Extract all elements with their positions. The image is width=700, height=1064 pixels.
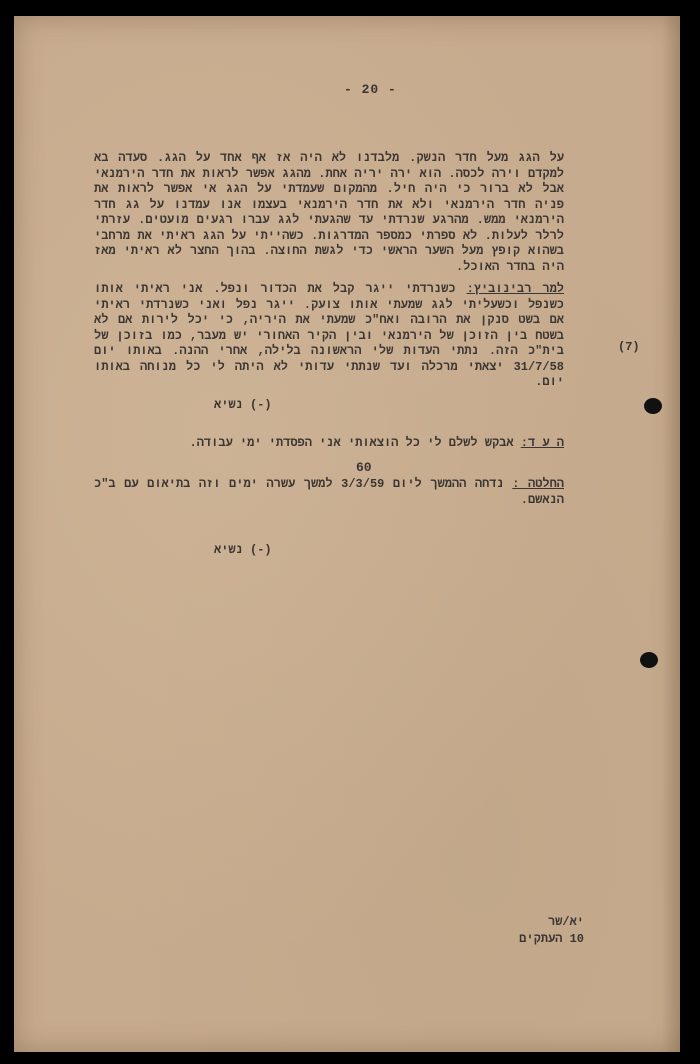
witness-request (144, 436, 564, 450)
footer-initials: יא/שר (547, 915, 584, 929)
footer-block (514, 914, 584, 948)
document-page (14, 16, 680, 1052)
page-edge-shadow (662, 16, 680, 1052)
witness-label: ה ע ד: (520, 436, 564, 450)
decision-paragraph (94, 476, 564, 508)
testimony-paragraph-1: על הגג מעל חדר הנשק. מלבדנו לא היה אז אף אחד על הגג. סעדה בא למקדם וירה לכסה. הוא ירה יריה אחת. מהגג אפשר לראות את חדר הירמנאי אבל לא ברור כי היה חיל. מהמקום שעמדתי על הגג אי אפשר לראות את פניה חדר הירמנאי ולא את חדר הירמנאי בעצמו אנו עמדנו על גג חדר הירמנאי ממש. מהרגע שנרדתי עד שהגעתי לגג עברו רגעים מועטים. עזרתי לרלר לעלות. לא ספרתי כמספר המדרגות. כשהייתי על הגג ראיתי את מרחבי בשהוא קופץ מעל השער הראשי כדי לגשת החוצה. בהוך החצר לא ראיתי מאז היה בחדר האוכל. (94, 151, 564, 274)
decision-text: נדחה ההמשך ליום 3/3/59 למשך עשרה ימים וזה בתיאום עם ב"כ הנאשם. (94, 477, 564, 507)
margin-mark: (7) (618, 340, 640, 354)
page-number: - 20 - (344, 82, 397, 97)
footer-copies: 10 העתקים (519, 932, 584, 946)
testimony-paragraph-2 (94, 282, 564, 391)
decision-label: החלטה : (512, 477, 565, 491)
punch-hole-bottom (640, 652, 658, 668)
signature-president-2: (-) נשיא (214, 543, 272, 557)
signature-president-1: (-) נשיא (214, 398, 272, 412)
witness-request-text: אבקש לשלם לי כל הוצאותי אני הפסדתי ימי עבודה. (189, 436, 521, 450)
handwritten-number: 60 (356, 460, 372, 475)
cross-exam-text: כשנרדתי ייגר קבל את הכדור ונפל. אני ראיתי אותו כשנפל וכשעליתי לגג שמעתי אותו צועק. ייגר נפל ואני כשנרדתי ראיתי אם בשט סנקן את הרובה ואח"כ שמעתי את היריה, כי יכל לירות אם לא בשטח בין הזוכן של הירמנאי ובין הקיר האחורי יש מעבר, כמו בזוכן של בית"כ הזה. נתתי העדות שלי הראשונה בלילה, אחרי ההנה. באותו יום 31/7/58 יצאתי מרכלה ועד שנתתי עדותי לא היתה לי כל מנוחה באותו יום. (94, 282, 564, 389)
punch-hole-top (644, 398, 662, 414)
cross-exam-lead: למר רבינוביץ: (466, 282, 564, 296)
